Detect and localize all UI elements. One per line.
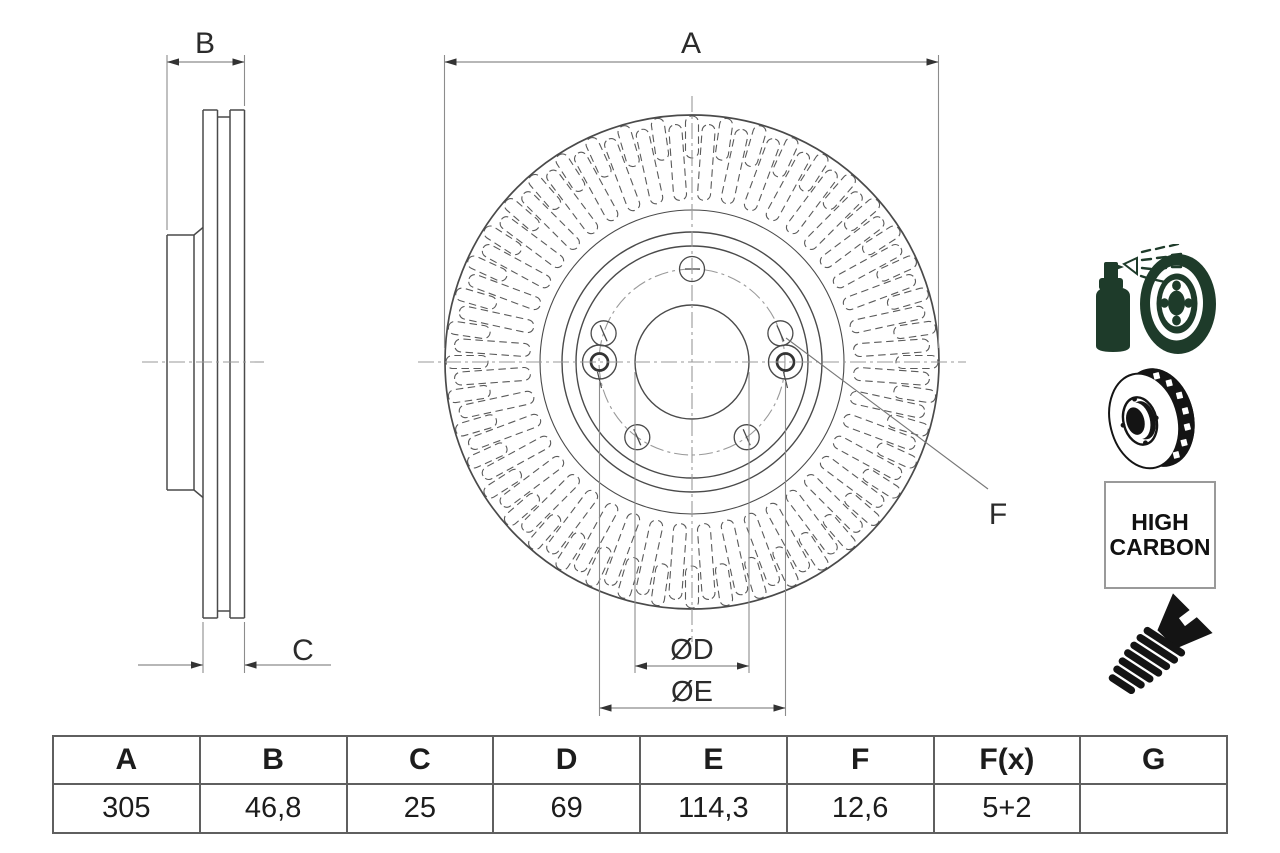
dim-d-label: ØD: [670, 634, 714, 666]
high-carbon-line2: CARBON: [1109, 534, 1211, 560]
spec-col-f: F: [787, 736, 934, 784]
dim-b-label: B: [194, 27, 216, 60]
spec-col-c: C: [347, 736, 494, 784]
spec-table-value-row: [53, 784, 1227, 833]
spray-coating-disc-icon: [1083, 244, 1223, 366]
dim-c-label: C: [292, 634, 314, 667]
dimension-f: [786, 338, 1007, 531]
side-view-cross-section: [167, 110, 245, 618]
high-carbon-line1: HIGH: [1131, 509, 1189, 536]
spec-value-b: 46,8: [200, 784, 347, 833]
spec-col-a: A: [53, 736, 200, 784]
spec-value-d: 69: [493, 784, 640, 833]
spec-col-b: B: [200, 736, 347, 784]
vented-brake-disc-icon: [1100, 360, 1210, 480]
spec-value-c: 25: [347, 784, 494, 833]
spec-value-a: 305: [53, 784, 200, 833]
front-view: [418, 96, 966, 642]
spec-table-header-row: [53, 736, 1227, 784]
spec-value-fx: 5+2: [934, 784, 1081, 833]
spec-value-f: 12,6: [787, 784, 934, 833]
dimension-b: [167, 27, 245, 230]
dim-f-label: F: [988, 498, 1008, 531]
spec-col-fx: F(x): [934, 736, 1081, 784]
spec-col-e: E: [640, 736, 787, 784]
countersunk-screw-icon: [1095, 586, 1220, 711]
spec-col-g: G: [1080, 736, 1227, 784]
spec-value-e: 114,3: [640, 784, 787, 833]
dimension-c: [138, 622, 331, 673]
dim-a-label: A: [680, 27, 702, 60]
spec-col-d: D: [493, 736, 640, 784]
dim-e-label: ØE: [671, 676, 713, 708]
spec-value-g: [1080, 784, 1227, 833]
spec-table: [52, 735, 1228, 834]
high-carbon-badge: [1104, 481, 1216, 589]
